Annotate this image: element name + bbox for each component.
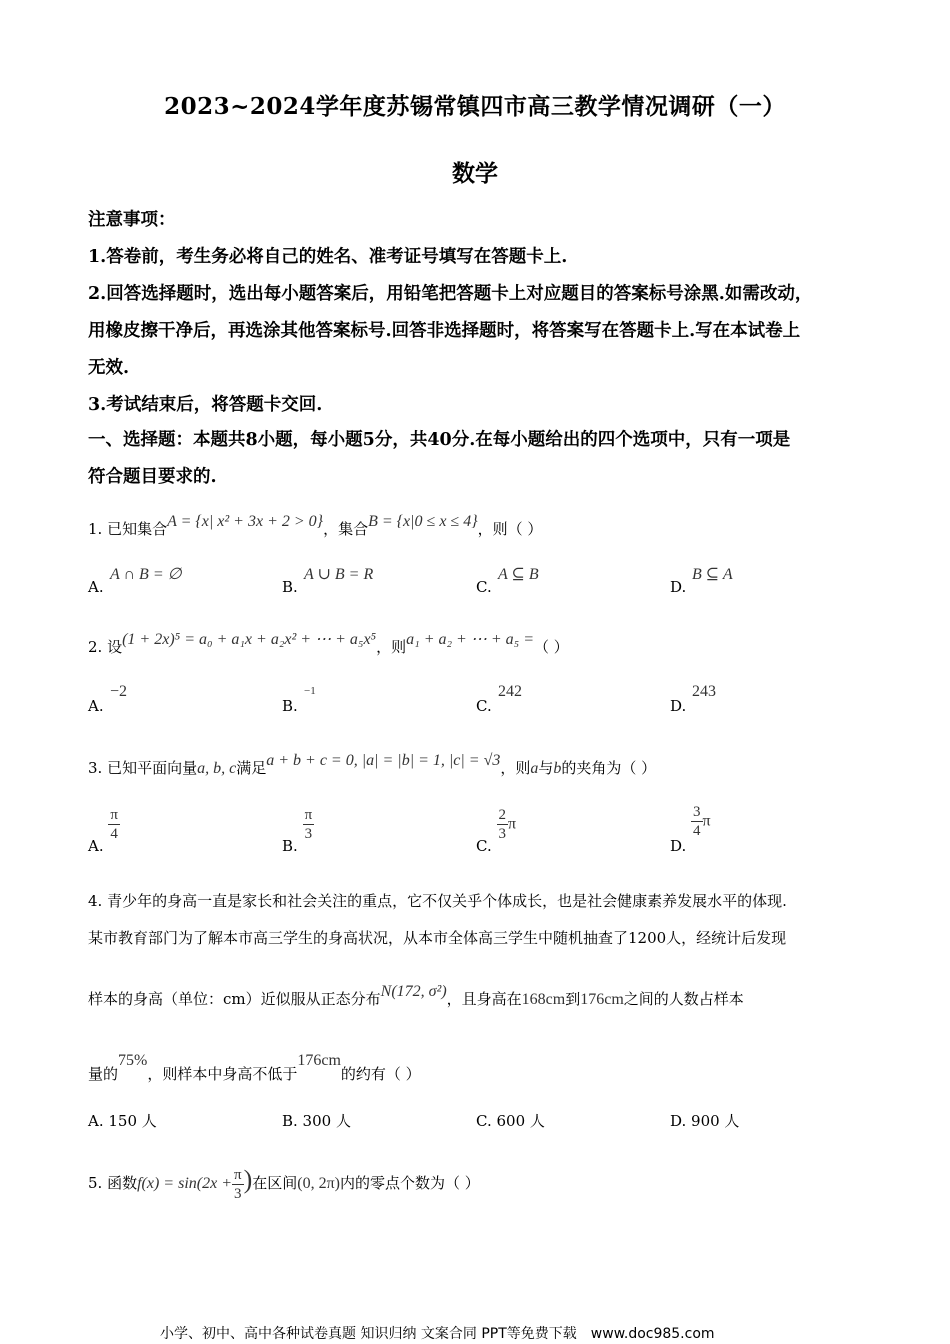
q2-expansion: (1 + 2x)⁵ = a₀ + a₁x + a₂x² + ⋯ + a₅x⁵ (122, 631, 377, 648)
q4-text: ，则样本中身高不低于 (147, 1065, 298, 1083)
option-letter: C. (476, 578, 492, 596)
option-pi: π (508, 815, 517, 833)
notes-item-2-line-2: 用橡皮擦干净后，再选涂其他答案标号.回答非选择题时，将答案写在答题卡上.写在本试卷上 (88, 321, 801, 341)
q4-text: ，且身高在 (446, 990, 522, 1008)
q1-set-a: A = {x| x² + 3x + 2 > 0} (167, 513, 324, 530)
question-3 (88, 752, 657, 778)
notes-block (88, 202, 868, 424)
option-math: −1 (304, 685, 316, 697)
q5-interval: (0, 2π) (297, 1175, 340, 1192)
notes-heading: 注意事项： (88, 210, 176, 230)
fraction-numerator: π (110, 807, 118, 823)
fraction-numerator: 2 (498, 807, 506, 823)
q2-option-b (282, 685, 316, 715)
question-2 (88, 631, 569, 657)
option-letter: A. (88, 697, 104, 715)
q4-option-b: B. 300 人 (282, 1112, 351, 1130)
option-letter: D. (670, 578, 687, 596)
option-letter: C. (476, 836, 492, 855)
q4-line-2: 某市教育部门为了解本市高三学生的身高状况，从本市全体高三学生中随机抽查了1200人，经统计后发现 (88, 929, 787, 947)
q4-line-4 (88, 1052, 868, 1084)
question-1 (88, 513, 543, 539)
option-math: 242 (498, 683, 522, 700)
q5-prefix: 5. 函数 (88, 1174, 138, 1192)
exam-title: 2023~2024学年度苏锡常镇四市高三教学情况调研（一） (164, 93, 786, 120)
q5-mid: 在区间 (252, 1174, 298, 1192)
q4-distribution: N(172, σ²) (380, 983, 447, 1000)
q4-option-d: D. 900 人 (670, 1112, 740, 1130)
option-math: B ⊆ A (692, 566, 733, 583)
q3-vectors: a, b, c (197, 760, 237, 777)
q2-option-d (670, 683, 716, 715)
q3-prefix: 3. 已知平面向量 (88, 759, 198, 777)
q5-suffix: 内的零点个数为（ ） (340, 1174, 480, 1192)
q4-height-168: 168cm (521, 991, 566, 1008)
notes-item-1: 1.答卷前，考生务必将自己的姓名、准考证号填写在答题卡上. (88, 247, 568, 267)
q3-vec-a: a (530, 760, 539, 777)
q4-option-c: C. 600 人 (476, 1112, 545, 1130)
option-letter: B. (282, 697, 298, 715)
q1-option-d (670, 566, 733, 596)
section-choice-heading (88, 422, 868, 496)
q3-vec-b: b (553, 760, 562, 777)
q1-suffix: ，则（ ） (477, 520, 543, 538)
q1-prefix: 1. 已知集合 (88, 520, 168, 538)
q1-set-b: B = {x|0 ≤ x ≤ 4} (368, 513, 478, 530)
q2-prefix: 2. 设 (88, 638, 123, 656)
q4-option-a: A. 150 人 (88, 1112, 157, 1130)
option-fraction (108, 806, 120, 843)
notes-item-2-line-1: 2.回答选择题时，选出每小题答案后，用铅笔把答题卡上对应题目的答案标号涂黑.如需改动， (88, 284, 813, 304)
q3-option-a (88, 806, 120, 855)
section-line-2: 符合题目要求的. (88, 467, 217, 487)
q3-option-c (476, 806, 517, 855)
q4-line-1: 4. 青少年的身高一直是家长和社会关注的重点，它不仅关乎个体成长，也是社会健康素养发展水平的体现. (88, 892, 787, 910)
notes-item-3: 3.考试结束后，将答题卡交回. (88, 395, 323, 415)
option-letter: A. (88, 578, 104, 596)
exam-subject: 数学 (452, 160, 498, 187)
q3-condition: a + b + c = 0, |a| = |b| = 1, |c| = √3 (266, 752, 501, 769)
option-math: A ∪ B = R (304, 566, 374, 583)
fraction-denominator: 3 (498, 826, 506, 842)
q3-mid2: ，则 (500, 759, 531, 777)
option-math: A ∩ B = ∅ (110, 566, 182, 583)
q4-percent: 75% (118, 1052, 148, 1069)
q4-text: 的约有（ ） (340, 1065, 421, 1083)
footer-text: 小学、初中、高中各种试卷真题 知识归纳 文案合同 PPT等免费下载 (160, 1326, 577, 1342)
fraction-denominator: 3 (304, 826, 313, 842)
option-pi: π (702, 812, 711, 830)
q1-option-b (282, 566, 374, 596)
page-footer (160, 1323, 729, 1343)
option-letter: C. (476, 697, 492, 715)
q2-suffix: （ ） (534, 638, 569, 656)
q2-mid: ，则 (376, 638, 407, 656)
q3-suffix: 的夹角为（ ） (561, 759, 657, 777)
q4-text: 之间的人数占样本 (623, 990, 744, 1008)
option-math: A ⊆ B (498, 566, 539, 583)
q4-text: 到 (565, 990, 581, 1008)
q5-close-paren: ) (243, 1165, 253, 1194)
option-fraction (303, 806, 315, 843)
fraction-denominator: 3 (234, 1185, 242, 1202)
q4-text: 样本的身高（单位：cm）近似服从正态分布 (88, 990, 381, 1008)
q1-option-a (88, 566, 182, 596)
q2-sum: a₁ + a₂ + ⋯ + a₅ = (406, 631, 534, 648)
q2-option-c (476, 683, 522, 715)
fraction-denominator: 4 (693, 823, 701, 839)
fraction-denominator: 4 (110, 826, 118, 842)
q4-height-176: 176cm (580, 991, 624, 1008)
q4-line-3 (88, 983, 868, 1009)
q3-option-d (670, 803, 711, 855)
q3-option-b (282, 806, 314, 855)
q4-text: 量的 (88, 1065, 119, 1083)
option-letter: A. (88, 836, 104, 855)
q3-mid: 满足 (236, 759, 267, 777)
section-line-1: 一、选择题：本题共8小题，每小题5分，共40分.在每小题给出的四个选项中，只有一项是 (88, 430, 791, 450)
option-letter: B. (282, 836, 298, 855)
option-math: 243 (692, 683, 716, 700)
q2-option-a (88, 683, 128, 715)
footer-url[interactable]: www.doc985.com (590, 1326, 715, 1342)
q1-mid: ，集合 (323, 520, 369, 538)
fraction-numerator: 3 (693, 804, 701, 820)
notes-item-2-line-3: 无效. (88, 358, 130, 378)
q5-fraction (232, 1166, 244, 1203)
fraction-numerator: π (234, 1166, 242, 1183)
option-letter: D. (670, 697, 687, 715)
q5-function: f(x) = sin(2x + (137, 1175, 232, 1192)
option-fraction (497, 806, 509, 843)
fraction-numerator: π (304, 807, 313, 823)
option-fraction (691, 803, 703, 840)
option-letter: D. (670, 836, 687, 855)
option-math: −2 (110, 683, 128, 700)
q1-option-c (476, 566, 539, 596)
q4-threshold: 176cm (297, 1052, 341, 1069)
question-5 (88, 1152, 480, 1212)
option-letter: B. (282, 578, 298, 596)
q3-and: 与 (538, 759, 554, 777)
